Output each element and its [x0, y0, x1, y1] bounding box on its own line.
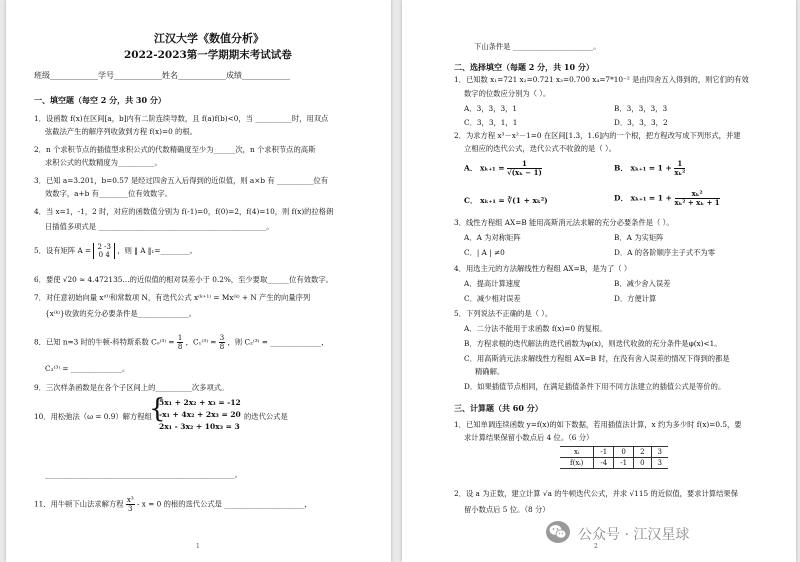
equation-3: 2x₁ - 3x₂ + 10x₃ = 3	[159, 422, 240, 431]
choice-3-option-b: B．A 为实矩阵	[614, 233, 664, 242]
option-b-lhs: xₖ₊₁ = 1 +	[630, 163, 672, 173]
page-number-2: 2	[594, 543, 598, 550]
option-b-fraction	[674, 160, 685, 177]
choice-5: 5．下列说法不正确的是（ ）。	[454, 309, 553, 318]
table-cell: 3	[651, 458, 668, 469]
table-header-fx: f(xᵢ)	[570, 459, 584, 467]
option-d-denominator: xₖ² + xₖ + 1	[674, 198, 720, 207]
option-d-numerator: xₖ²	[675, 190, 720, 199]
table-cell: -1	[594, 447, 614, 458]
page-number-1: 1	[196, 543, 200, 550]
choice-4-option-b: B．减少舍入误差	[614, 279, 671, 288]
section-3-heading: 三、计算题（共 60 分）	[454, 403, 543, 413]
question-8-suffix: ，则 C₂⁽³⁾ = ______________，	[227, 337, 329, 347]
fraction-c1	[219, 334, 225, 351]
choice-1-option-b: B．3，3，3，3	[614, 104, 668, 113]
section-2-heading: 二、选择填空（每题 2 分，共 10 分）	[454, 62, 594, 72]
choice-4-option-d: D．方便计算	[614, 294, 657, 303]
fraction-numerator: x³	[126, 496, 134, 504]
choice-4-option-c: C．减少相对误差	[464, 294, 521, 303]
choice-2-line-2: 立相应的迭代公式，迭代公式不收敛的是（ ）。	[464, 144, 616, 153]
table-header-x: xᵢ	[560, 447, 594, 458]
table-cell: 2	[634, 447, 651, 458]
table-cell: 0	[634, 458, 651, 469]
fraction-x3-over-3	[126, 496, 135, 513]
problem-1-line-1: 1．已知单调连续函数 y=f(x)的如下数据，若用插值法计算，x 约为多少时 f(x)=0.5，要	[454, 420, 742, 429]
question-11	[34, 496, 312, 513]
fraction-c1-numerator: 3	[219, 334, 225, 342]
table-row	[560, 447, 668, 458]
choice-2-option-c	[464, 195, 548, 206]
question-8-middle: ，C₁⁽³⁾ =	[185, 337, 217, 347]
question-2-line-2: 求积公式的代数精度为__________。	[45, 158, 162, 167]
equation-brace: {	[149, 394, 166, 424]
equation-1: 5x₁ + 2x₂ + x₃ = -12	[159, 398, 241, 407]
problem-2-line-2: 留小数点后 5 位。（8 分）	[464, 505, 550, 514]
choice-1-option-d: D．3，3，3，2	[614, 118, 668, 127]
choice-5-option-c-line-1: C．用高斯消元法求解线性方程组 AX=B 时，在没有舍入误差的情况下得到的都是	[464, 354, 730, 363]
choice-5-option-b: B．方程求根的迭代解法的迭代函数为φ(x)，则迭代收敛的充分条件是φ(x)<1。	[464, 339, 722, 348]
choice-4-option-a: A．提高计算速度	[464, 279, 521, 288]
question-6: 6．要使 √20 ≈ 4.472135…的近似值的相对误差小于 0.2%，至少要取______位有效数字。	[34, 275, 333, 284]
section-1-heading: 一、填空题（每空 2 分，共 30 分）	[34, 95, 166, 105]
data-table	[560, 446, 668, 469]
table-cell: 0	[614, 447, 634, 458]
question-4-line-1: 4．当 x=1，-1，2 时，对应的函数值分别为 f(-1)=0，f(0)=2，f(4)=10，则 f(x)的拉格朗	[34, 207, 334, 216]
fraction-denominator: 3	[128, 505, 133, 513]
question-8-line-1	[34, 334, 329, 351]
choice-3-option-c: C．| A | ≠0	[464, 248, 505, 257]
option-c-label: C．	[464, 196, 478, 205]
question-3-line-2: 效数字，a+b 有________位有效数字。	[45, 189, 172, 198]
fraction-c0-denominator: 8	[177, 343, 183, 351]
option-d-fraction	[675, 190, 720, 207]
question-10-suffix: 的迭代公式是	[244, 412, 288, 421]
choice-2-option-d	[614, 190, 720, 207]
question-7-line-1: 7．对任意初始向量 x⁽⁰⁾和常数项 N，有迭代公式 x⁽ᵏ⁺¹⁾ = Mx⁽ᵏ⁾ + N 产生的向量序列	[34, 293, 311, 302]
choice-1-option-a: A．3，3，3，1	[464, 104, 518, 113]
exam-title: 江汉大学《数值分析》	[154, 32, 264, 45]
question-7-line-2: {x⁽ᵏ⁾}收敛的充分必要条件是______________。	[45, 309, 196, 318]
choice-2-option-a	[464, 160, 542, 177]
question-10-prefix: 10．用松弛法（ω = 0.9）解方程组	[34, 412, 152, 421]
choice-5-option-a: A．二分法不能用于求函数 f(x)=0 的复根。	[464, 324, 607, 333]
option-a-numerator: 1	[507, 160, 542, 169]
question-10-answer-blank: ____________________________________________________。	[45, 470, 243, 479]
choice-2-line-1: 2．为求方程 x³－x²－1=0 在区间[1.3，1.6]内的一个根，把方程改写成下列形式，并建	[454, 131, 741, 140]
question-5-prefix: 5．设有矩阵 A =	[34, 246, 92, 255]
watermark-text: 公众号 · 江汉星球	[578, 527, 690, 543]
question-1-line-1: 1．设函数 f(x)在区间[a，b]内有二阶连续导数，且 f(a)f(b)<0，当 __________时，用双点	[34, 114, 329, 123]
question-5	[34, 243, 197, 259]
exam-subtitle: 2022-2023第一学期期末考试试卷	[124, 49, 292, 61]
option-b-denominator: xₖ²	[674, 168, 686, 177]
watermark	[546, 516, 796, 550]
question-3-line-1: 3．已知 a=3.201，b=0.57 是经过四舍五入后得到的近似值，则 a×b 有 __________位有	[34, 176, 329, 185]
fraction-c0-numerator: 1	[177, 334, 183, 342]
problem-2-line-1: 2．设 a 为正数，建立计算 √a 的牛顿迭代公式，并求 √115 的近似值，要求计算结果保	[454, 489, 738, 498]
option-d-lhs: xₖ₊₁ = 1 +	[630, 193, 672, 203]
matrix-row-1: 2 -3	[97, 243, 111, 251]
option-d-label: D．	[614, 193, 629, 203]
option-a-denominator: √(xₖ − 1)	[507, 168, 542, 177]
fraction-c1-denominator: 8	[219, 343, 225, 351]
question-8-prefix: 8．已知 n=3 时的牛顿-科特斯系数 C₀⁽³⁾ =	[34, 337, 175, 347]
question-1-line-2: 弦截法产生的解序列收敛到方程 f(x)=0 的根。	[45, 127, 197, 136]
student-info-line: 班级____________学号____________姓名____________成绩____________	[34, 71, 290, 80]
choice-5-option-c-line-2: 精确解。	[475, 367, 505, 376]
question-4-line-2: 日插值多项式是 ______________________________________________。	[45, 222, 274, 231]
choice-3: 3．线性方程组 AX=B 能用高斯消元法求解的充分必要条件是（ ）。	[454, 218, 674, 227]
table-cell: 3	[651, 447, 668, 458]
option-a-label: A．	[464, 163, 478, 173]
question-11-prefix: 11．用牛顿下山法求解方程	[34, 499, 124, 509]
choice-5-option-d: D．如果插值节点相同，在满足插值条件下用不同方法建立的插值公式是等价的。	[464, 382, 726, 391]
question-8-line-2: C₃⁽³⁾ = ______________。	[45, 364, 130, 373]
option-b-label: B．	[614, 163, 628, 173]
choice-1-option-c: C．3，3，1，1	[464, 118, 518, 127]
choice-4: 4．用选主元的方法解线性方程组 AX=B，是为了（ ）	[454, 264, 632, 273]
question-2-line-1: 2．n 个求积节点的插值型求积公式的代数精确度至少为______次，n 个求积节点的高斯	[34, 145, 316, 154]
fraction-c0	[177, 334, 183, 351]
choice-2-option-b	[614, 160, 685, 177]
table-cell: -4	[594, 458, 614, 469]
choice-1-line-2: 数字的位数应分别为（ ）。	[464, 89, 551, 98]
matrix-row-2: 0 4	[98, 251, 110, 259]
choice-1-line-1: 1．已知数 x₁=721 x₂=0.721 x₃=0.700 x₄=7*10⁻² 是由四舍五入得到的，则它们的有效	[454, 75, 749, 84]
exam-page-2	[402, 0, 796, 562]
exam-page-1	[6, 0, 391, 562]
option-a-lhs: xₖ₊₁ =	[479, 163, 505, 173]
problem-1-line-2: 求计算结果保留小数点后 4 位。（6 分）	[464, 433, 594, 442]
option-c-formula: xₖ₊₁ = ∛(1 + xₖ²)	[480, 196, 548, 205]
matrix-a	[93, 243, 115, 259]
downhill-condition: 下山条件是 ______________________。	[474, 42, 601, 51]
option-b-numerator: 1	[674, 160, 685, 169]
choice-3-option-d: D．A 的各阶顺序主子式不为零	[614, 248, 716, 257]
option-a-fraction	[507, 160, 542, 177]
question-5-suffix: ，则 ‖ A ‖₁=________。	[117, 246, 197, 255]
table-row	[560, 458, 668, 469]
question-11-suffix: - x = 0 的根的迭代公式是 ______________________，	[136, 499, 312, 509]
question-9: 9．三次样条函数是在各个子区间上的__________次多项式。	[34, 383, 229, 392]
choice-3-option-a: A．A 为对称矩阵	[464, 233, 521, 242]
table-cell: -1	[614, 458, 634, 469]
wechat-logo-icon	[546, 521, 570, 543]
equation-2: -x₁ + 4x₂ + 2x₃ = 20	[159, 410, 241, 419]
